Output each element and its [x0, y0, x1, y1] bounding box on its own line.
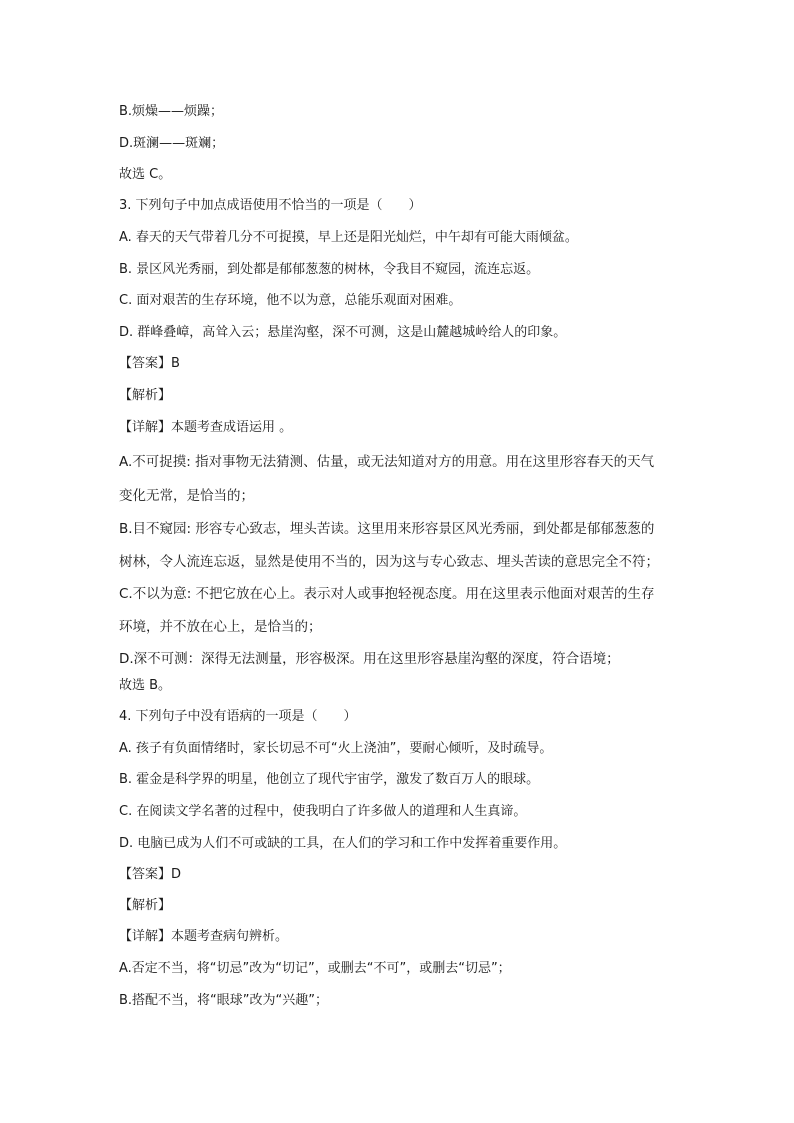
question-3-analysis-label: 【解析】: [119, 388, 172, 403]
question-4-explanation-b: B.搭配不当，将“眼球”改为“兴趣”；: [119, 993, 328, 1008]
question-3-conclusion: 故选 B。: [119, 678, 172, 693]
question-4-answer: 【答案】D: [119, 867, 182, 882]
question-4-option-b: B. 霍金是科学界的明星，他创立了现代宇宙学，激发了数百万人的眼球。: [119, 772, 540, 787]
option-d-correction: D.斑澜——斑斓；: [119, 136, 225, 151]
question-3-explanation-b-1: B.目不窥园: 形容专心致志，埋头苦读。这里用来形容景区风光秀丽，到处都是郁郁葱葱的: [119, 521, 655, 537]
question-3-explanation-c-1: C.不以为意: 不把它放在心上。表示对人或事抱轻视态度。用在这里表示他面对艰苦的生存: [119, 586, 655, 602]
question-3-option-a: A. 春天的天气带着几分不可捉摸，早上还是阳光灿烂，中午却有可能大雨倾盆。: [119, 230, 578, 245]
question-4-option-a: A. 孩子有负面情绪时，家长切忌不可“火上浇油”，要耐心倾听，及时疏导。: [119, 741, 553, 756]
question-3-option-c: C. 面对艰苦的生存环境，他不以为意，总能乐观面对困难。: [119, 293, 462, 308]
question-3-detail: 【详解】本题考查成语运用 。: [119, 420, 293, 435]
question-3-answer: 【答案】B: [119, 356, 180, 371]
question-3-stem: 3. 下列句子中加点成语使用不恰当的一项是（ ）: [119, 198, 422, 213]
question-4-stem: 4. 下列句子中没有语病的一项是（ ）: [119, 709, 357, 724]
question-3-explanation-a-1: A.不可捉摸: 指对事物无法猜测、估量，或无法知道对方的用意。用在这里形容春天的天气: [119, 454, 655, 470]
question-3-option-b: B. 景区风光秀丽，到处都是郁郁葱葱的树林，令我目不窥园，流连忘返。: [119, 262, 540, 277]
option-b-correction: B.烦燥——烦躁；: [119, 104, 224, 119]
question-3-option-d: D. 群峰叠嶂，高耸入云；悬崖沟壑，深不可测，这是山麓越城岭给人的印象。: [119, 325, 567, 340]
question-4-detail: 【详解】本题考查病句辨析。: [119, 929, 289, 944]
question-3-explanation-d: D.深不可测：深得无法测量，形容极深。用在这里形容悬崖沟壑的深度，符合语境；: [119, 651, 620, 667]
question-3-explanation-c-2: 环境，并不放在心上，是恰当的；: [119, 619, 322, 635]
question-4-explanation-a: A.否定不当，将“切忌”改为“切记”，或删去“不可”，或删去“切忌”；: [119, 961, 511, 976]
question-4-option-d: D. 电脑已成为人们不可或缺的工具，在人们的学习和工作中发挥着重要作用。: [119, 836, 567, 851]
choice-c-conclusion: 故选 C。: [119, 167, 172, 182]
question-3-explanation-b-2: 树林，令人流连忘返，显然是使用不当的，因为这与专心致志、埋头苦读的意思完全不符；: [119, 554, 659, 570]
question-4-option-c: C. 在阅读文学名著的过程中，使我明白了许多做人的道理和人生真谛。: [119, 804, 527, 819]
question-3-explanation-a-2: 变化无常，是恰当的；: [119, 488, 254, 504]
question-4-analysis-label: 【解析】: [119, 898, 172, 913]
